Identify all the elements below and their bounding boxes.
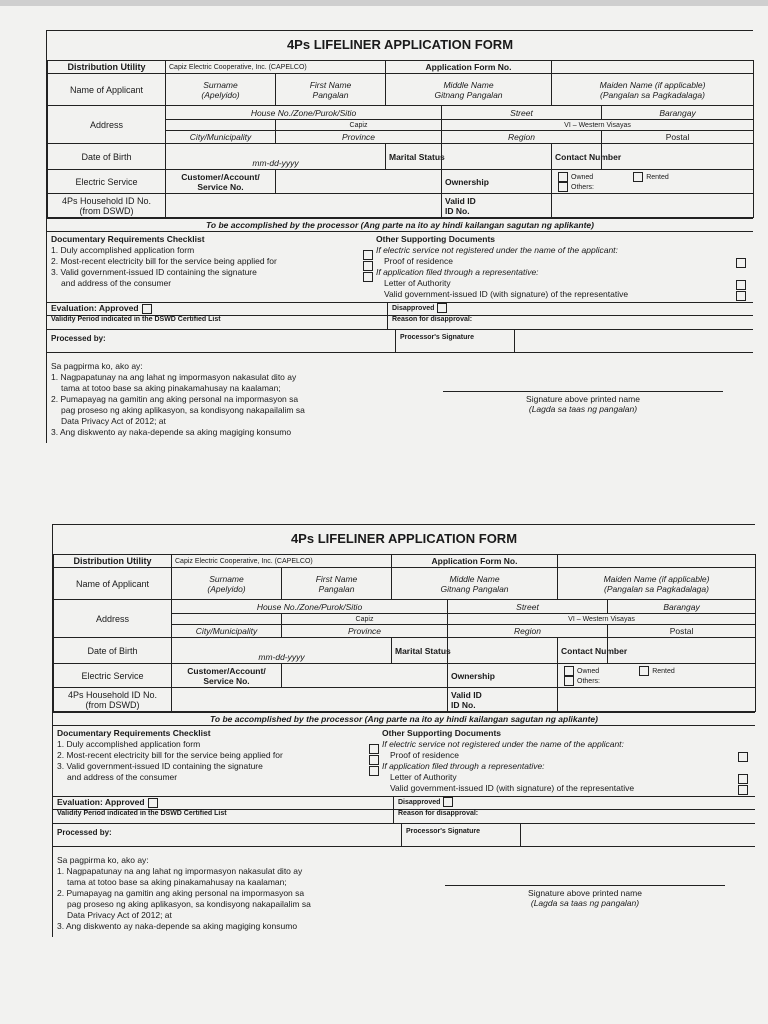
maiden-name-fil-label: (Pangalan sa Pagkadalaga) <box>604 583 709 594</box>
postal-label: Postal <box>602 131 754 144</box>
decl-3: 3. Ang diskwento ay naka-depende sa aking magiging konsumo <box>57 921 298 931</box>
processed-by-section <box>47 330 753 353</box>
doc-item-3: 3. Valid government-issued ID containing the signature <box>51 267 257 277</box>
form-title: 4Ps LIFELINER APPLICATION FORM <box>47 30 753 60</box>
marital-status-label: Marital Status <box>392 638 448 664</box>
province-value: Capiz <box>282 614 448 625</box>
name-of-applicant-label: Name of Applicant <box>54 568 172 600</box>
service-no-text: Service No. <box>203 675 250 686</box>
contact-number-field[interactable] <box>602 144 754 170</box>
evaluation-section <box>47 303 753 330</box>
date-of-birth-label: Date of Birth <box>54 638 172 664</box>
validity-period-label: Validity Period indicated in the DSWD Certified List <box>51 316 221 323</box>
decl-1b: tama at totoo base sa aking pinakamahusay na kaalaman; <box>61 383 281 393</box>
ownership-options <box>558 664 756 688</box>
other-docs <box>382 728 751 794</box>
doc-item-1: 1. Duly accomplished application form <box>51 245 195 255</box>
region-label: Region <box>442 131 602 144</box>
customer-account-label <box>166 170 276 194</box>
owned-label: Owned <box>571 173 594 181</box>
doc-item-3b: and address of the consumer <box>67 772 178 782</box>
decl-2c: Data Privacy Act of 2012; at <box>61 416 166 426</box>
evaluation-row <box>53 797 393 810</box>
valid-id-text: Valid ID <box>445 195 476 206</box>
disapproved-row <box>394 797 755 810</box>
signature-label-fil: (Lagda sa taas ng pangalan) <box>530 898 640 908</box>
doc-item-2: 2. Most-recent electricity bill for the service being applied for <box>51 256 277 266</box>
declaration-section <box>53 847 755 937</box>
doc-2-checkbox[interactable] <box>363 261 373 271</box>
owned-checkbox[interactable] <box>564 666 574 676</box>
processed-by-label: Processed by: <box>47 330 396 352</box>
proof-residence-checkbox[interactable] <box>736 258 746 268</box>
contact-number-label: Contact Number <box>552 144 602 170</box>
disapproved-checkbox[interactable] <box>443 797 453 807</box>
household-id-label <box>48 194 166 218</box>
disapproved-checkbox[interactable] <box>437 303 447 313</box>
rented-checkbox[interactable] <box>633 172 643 182</box>
letter-authority-checkbox[interactable] <box>736 280 746 290</box>
rented-label: Rented <box>646 173 669 181</box>
middle-name-field[interactable] <box>392 568 558 600</box>
first-name-field[interactable] <box>282 568 392 600</box>
doc-3-checkbox[interactable] <box>363 272 373 282</box>
distribution-utility-value: Capiz Electric Cooperative, Inc. (CAPELCO) <box>172 555 392 568</box>
page-top-edge <box>0 0 768 6</box>
signature-label: Signature above printed name <box>528 888 642 898</box>
id-no-text: ID No. <box>451 699 476 710</box>
doc-checklist-title: Documentary Requirements Checklist <box>51 234 205 244</box>
surname-field[interactable] <box>166 74 276 106</box>
ownership-label: Ownership <box>448 664 558 688</box>
middle-name-label: Middle Name <box>449 573 500 584</box>
decl-3: 3. Ang diskwento ay naka-depende sa aking magiging konsumo <box>51 427 292 437</box>
marital-status-field[interactable] <box>448 638 558 664</box>
valid-id-label <box>448 688 558 712</box>
customer-account-text: Customer/Account/ <box>187 665 266 676</box>
application-form-no-label: Application Form No. <box>392 555 558 568</box>
date-of-birth-field[interactable]: mm-dd-yyyy <box>166 144 386 170</box>
owned-checkbox[interactable] <box>558 172 568 182</box>
marital-status-label: Marital Status <box>386 144 442 170</box>
valid-id-text: Valid ID <box>451 689 482 700</box>
evaluation-approved-label: Evaluation: Approved <box>51 303 139 313</box>
marital-status-field[interactable] <box>442 144 552 170</box>
processed-by-label: Processed by: <box>53 824 402 846</box>
processor-banner: To be accomplished by the processor (Ang parte na ito ay hindi kailangan sagutan ng aplikante) <box>53 712 755 726</box>
address-label: Address <box>48 106 166 144</box>
distribution-utility-label: Distribution Utility <box>54 555 172 568</box>
rented-label: Rented <box>652 667 675 675</box>
evaluation-approved-label: Evaluation: Approved <box>57 797 145 807</box>
declaration-section <box>47 353 753 443</box>
decl-2c: Data Privacy Act of 2012; at <box>67 910 172 920</box>
doc-3-checkbox[interactable] <box>369 766 379 776</box>
customer-account-field[interactable] <box>276 170 442 194</box>
first-name-fil-label: Pangalan <box>312 89 349 100</box>
application-form-1 <box>46 30 753 443</box>
surname-field[interactable] <box>172 568 282 600</box>
city-value-field[interactable] <box>166 120 276 131</box>
other-item-2b: Valid government-issued ID (with signature) of the representative <box>384 289 629 299</box>
household-id-field[interactable] <box>172 688 448 712</box>
approved-checkbox[interactable] <box>148 798 158 808</box>
customer-account-label <box>172 664 282 688</box>
surname-fil-label: (Apelyido) <box>207 583 246 594</box>
letter-authority-checkbox[interactable] <box>738 774 748 784</box>
applicant-info-table <box>47 60 754 218</box>
reason-disapproval-label: Reason for disapproval: <box>398 810 479 817</box>
others-checkbox[interactable] <box>558 182 568 192</box>
decl-title: Sa pagpirma ko, ako ay: <box>51 361 143 371</box>
other-item-2a: Letter of Authority <box>390 772 457 782</box>
disapproved-row <box>388 303 753 316</box>
household-id-label <box>54 688 172 712</box>
other-item-2b: Valid government-issued ID (with signature) of the representative <box>390 783 635 793</box>
validity-period-label: Validity Period indicated in the DSWD Certified List <box>57 810 227 817</box>
customer-account-field[interactable] <box>282 664 448 688</box>
distribution-utility-label: Distribution Utility <box>48 61 166 74</box>
middle-name-field[interactable] <box>386 74 552 106</box>
contact-number-label: Contact Number <box>558 638 608 664</box>
documents-section <box>47 232 753 303</box>
processor-signature-label: Processor's Signature <box>396 330 515 352</box>
first-name-label: First Name <box>309 79 352 90</box>
doc-checklist <box>57 728 382 794</box>
middle-name-fil-label: Gitnang Pangalan <box>434 89 503 100</box>
other-item-2: If application filed through a representative: <box>376 267 539 277</box>
signature-label-fil: (Lagda sa taas ng pangalan) <box>528 404 638 414</box>
customer-account-text: Customer/Account/ <box>181 171 260 182</box>
first-name-fil-label: Pangalan <box>318 583 355 594</box>
doc-item-3: 3. Valid government-issued ID containing the signature <box>57 761 263 771</box>
from-dswd-text: (from DSWD) <box>79 205 134 216</box>
distribution-utility-value: Capiz Electric Cooperative, Inc. (CAPELCO) <box>166 61 386 74</box>
decl-1a: 1. Nagpapatunay na ang lahat ng impormasyon nakasulat dito ay <box>57 866 303 876</box>
other-item-1a: Proof of residence <box>390 750 459 760</box>
approved-checkbox[interactable] <box>142 304 152 314</box>
household-id-text: 4Ps Household ID No. <box>67 689 158 700</box>
surname-label: Surname <box>203 79 238 90</box>
valid-id-field[interactable] <box>558 688 756 712</box>
signature-line[interactable] <box>443 391 723 414</box>
maiden-name-field[interactable] <box>558 568 756 600</box>
maiden-name-label: Maiden Name (if applicable) <box>603 573 710 584</box>
other-docs-title: Other Supporting Documents <box>376 234 495 244</box>
address-label: Address <box>54 600 172 638</box>
application-form-2 <box>52 524 755 937</box>
doc-item-3b: and address of the consumer <box>61 278 172 288</box>
barangay-field[interactable]: Barangay <box>608 600 756 614</box>
doc-2-checkbox[interactable] <box>369 755 379 765</box>
region-value: VI – Western Visayas <box>442 120 754 131</box>
city-label: City/Municipality <box>166 131 276 144</box>
other-item-1a: Proof of residence <box>384 256 453 266</box>
other-item-2: If application filed through a representative: <box>382 761 545 771</box>
owned-label: Owned <box>577 667 600 675</box>
contact-number-field[interactable] <box>608 638 756 664</box>
decl-2b: pag proseso ng aking aplikasyon, sa kondisyong nakapailalim sa <box>67 899 311 909</box>
street-field[interactable]: Street <box>448 600 608 614</box>
street-field[interactable]: Street <box>442 106 602 120</box>
others-checkbox[interactable] <box>564 676 574 686</box>
decl-1a: 1. Nagpapatunay na ang lahat ng impormasyon nakasulat dito ay <box>51 372 297 382</box>
signature-line[interactable] <box>445 885 725 908</box>
others-label: Others: <box>571 183 594 191</box>
documents-section <box>53 726 755 797</box>
date-of-birth-label: Date of Birth <box>48 144 166 170</box>
date-of-birth-field[interactable]: mm-dd-yyyy <box>172 638 392 664</box>
decl-2b: pag proseso ng aking aplikasyon, sa kondisyong nakapailalim sa <box>61 405 305 415</box>
region-value: VI – Western Visayas <box>448 614 756 625</box>
city-label: City/Municipality <box>172 625 282 638</box>
decl-2a: 2. Pumapayag na gamitin ang aking personal na impormasyon sa <box>57 888 305 898</box>
province-label: Province <box>276 131 442 144</box>
other-docs-title: Other Supporting Documents <box>382 728 501 738</box>
surname-label: Surname <box>209 573 244 584</box>
middle-name-label: Middle Name <box>443 79 494 90</box>
evaluation-row <box>47 303 387 316</box>
processed-by-section <box>53 824 755 847</box>
disapproved-label: Disapproved <box>398 798 441 806</box>
valid-id-label <box>442 194 552 218</box>
disapproved-label: Disapproved <box>392 304 435 312</box>
other-docs <box>376 234 749 300</box>
house-no-field[interactable]: House No./Zone/Purok/Sitio <box>166 106 442 120</box>
doc-item-1: 1. Duly accomplished application form <box>57 739 201 749</box>
other-item-1: If electric service not registered under the name of the applicant: <box>382 739 624 749</box>
rep-id-checkbox[interactable] <box>736 291 746 301</box>
house-no-field[interactable]: House No./Zone/Purok/Sitio <box>172 600 448 614</box>
first-name-label: First Name <box>315 573 358 584</box>
valid-id-field[interactable] <box>552 194 754 218</box>
signature-label: Signature above printed name <box>526 394 640 404</box>
from-dswd-text: (from DSWD) <box>85 699 140 710</box>
processor-signature-label: Processor's Signature <box>402 824 521 846</box>
reason-disapproval-label: Reason for disapproval: <box>392 316 473 323</box>
rented-checkbox[interactable] <box>639 666 649 676</box>
barangay-field[interactable]: Barangay <box>602 106 754 120</box>
form-title: 4Ps LIFELINER APPLICATION FORM <box>53 524 755 554</box>
other-item-2a: Letter of Authority <box>384 278 451 288</box>
others-label: Others: <box>577 677 600 685</box>
postal-label: Postal <box>608 625 756 638</box>
city-value-field[interactable] <box>172 614 282 625</box>
ownership-label: Ownership <box>442 170 552 194</box>
middle-name-fil-label: Gitnang Pangalan <box>440 583 509 594</box>
applicant-info-table <box>53 554 756 712</box>
region-label: Region <box>448 625 608 638</box>
decl-1b: tama at totoo base sa aking pinakamahusay na kaalaman; <box>67 877 287 887</box>
doc-1-checkbox[interactable] <box>369 744 379 754</box>
ownership-options <box>552 170 754 194</box>
name-of-applicant-label: Name of Applicant <box>48 74 166 106</box>
province-value: Capiz <box>276 120 442 131</box>
electric-service-label: Electric Service <box>48 170 166 194</box>
surname-fil-label: (Apelyido) <box>201 89 240 100</box>
evaluation-section <box>53 797 755 824</box>
decl-title: Sa pagpirma ko, ako ay: <box>57 855 149 865</box>
electric-service-label: Electric Service <box>54 664 172 688</box>
service-no-text: Service No. <box>197 181 244 192</box>
application-form-no-field[interactable] <box>552 61 754 74</box>
decl-2a: 2. Pumapayag na gamitin ang aking personal na impormasyon sa <box>51 394 299 404</box>
first-name-field[interactable] <box>276 74 386 106</box>
maiden-name-label: Maiden Name (if applicable) <box>599 79 706 90</box>
application-form-no-field[interactable] <box>558 555 756 568</box>
doc-1-checkbox[interactable] <box>363 250 373 260</box>
doc-checklist <box>51 234 376 300</box>
application-form-no-label: Application Form No. <box>386 61 552 74</box>
province-label: Province <box>282 625 448 638</box>
maiden-name-fil-label: (Pangalan sa Pagkadalaga) <box>600 89 705 100</box>
proof-residence-checkbox[interactable] <box>738 752 748 762</box>
maiden-name-field[interactable] <box>552 74 754 106</box>
household-id-field[interactable] <box>166 194 442 218</box>
doc-item-2: 2. Most-recent electricity bill for the service being applied for <box>57 750 283 760</box>
id-no-text: ID No. <box>445 205 470 216</box>
doc-checklist-title: Documentary Requirements Checklist <box>57 728 211 738</box>
rep-id-checkbox[interactable] <box>738 785 748 795</box>
processor-banner: To be accomplished by the processor (Ang parte na ito ay hindi kailangan sagutan ng aplikante) <box>47 218 753 232</box>
household-id-text: 4Ps Household ID No. <box>61 195 152 206</box>
other-item-1: If electric service not registered under the name of the applicant: <box>376 245 618 255</box>
